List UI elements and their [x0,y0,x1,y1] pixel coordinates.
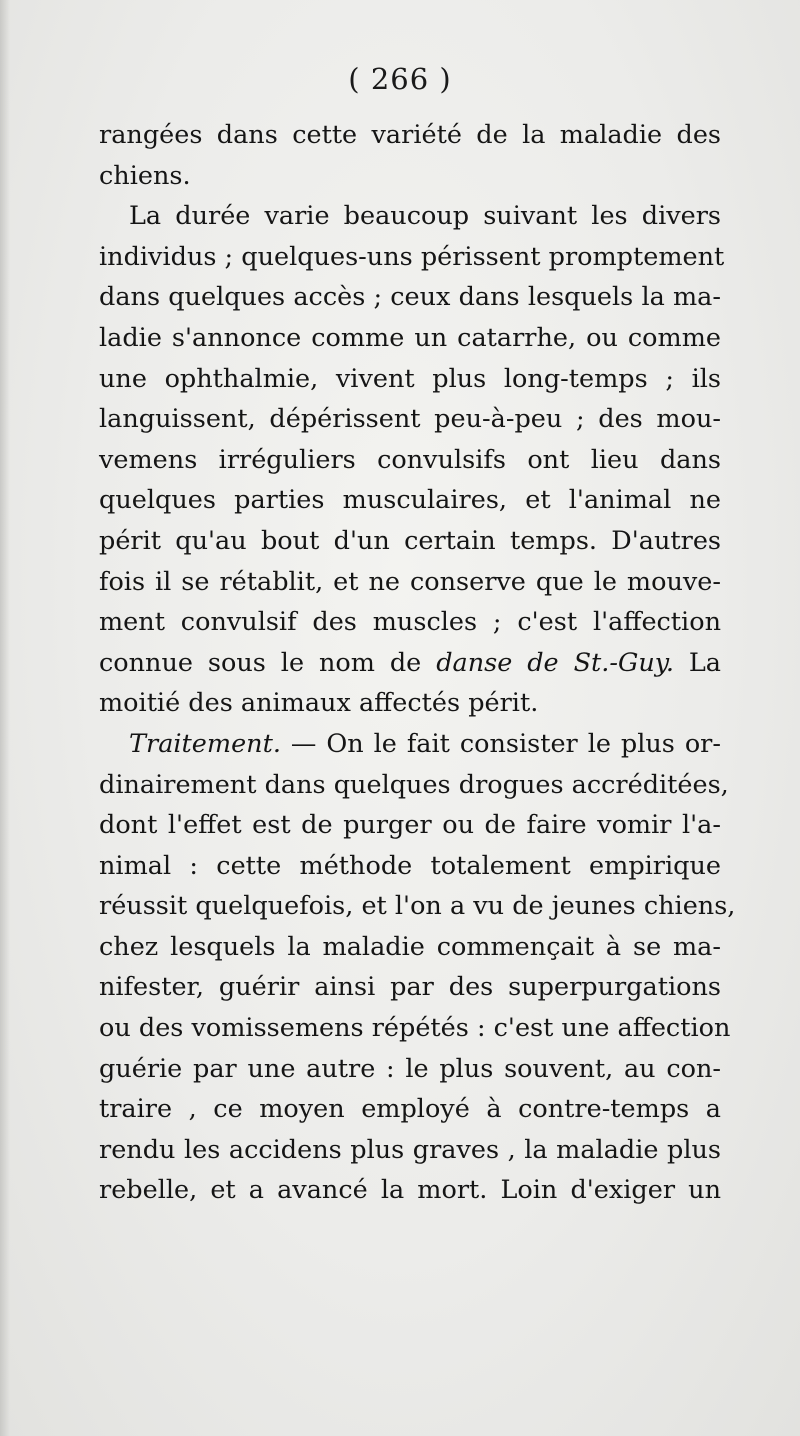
text-line: rebelle, et a avancé la mort. Loin d'exiger un [99,1175,721,1206]
paragraph-first-line: La durée varie beaucoup suivant les divers [129,201,721,232]
text-line: dinairement dans quelques drogues accréditées, [99,769,729,800]
body-text [99,115,736,1211]
text-fragment: — On le fait consister le plus or- [280,728,721,759]
text-line: périt qu'au bout d'un certain temps. D'autres [99,525,721,556]
text-line: nimal : cette méthode totalement empirique [99,850,721,881]
text-line-with-italic [99,643,721,684]
text-line: quelques parties musculaires, et l'animal ne [99,485,721,516]
text-line: traire , ce moyen employé à contre-temps a [99,1094,721,1125]
italic-title: danse de St.-Guy. [436,647,674,678]
text-line: réussit quelquefois, et l'on a vu de jeunes chiens, [99,891,736,922]
text-line: ou des vomissemens répétés : c'est une affection [99,1013,731,1044]
text-line: ment convulsif des muscles ; c'est l'affection [99,607,721,638]
text-line: chez lesquels la maladie commençait à se ma- [99,931,721,962]
text-line: rendu les accidens plus graves , la maladie plus [99,1134,721,1165]
text-line: moitié des animaux affectés périt. [99,688,539,719]
text-line: nifester, guérir ainsi par des superpurgations [99,972,721,1003]
section-heading-italic: Traitement. [129,728,281,759]
page-edge-shadow [0,0,10,1436]
text-line: rangées dans cette variété de la maladie des [99,120,721,150]
text-line: chiens. [99,160,191,191]
text-line: une ophthalmie, vivent plus long-temps ; ils [99,363,721,394]
text-line: vemens irréguliers convulsifs ont lieu dans [99,444,721,475]
text-line: individus ; quelques-uns périssent promptement [99,241,725,272]
paragraph-first-line [99,724,721,765]
text-line: guérie par une autre : le plus souvent, au con- [99,1053,721,1084]
text-line: dont l'effet est de purger ou de faire vomir l'a- [99,810,721,841]
text-line: ladie s'annonce comme un catarrhe, ou comme [99,322,721,353]
page-number: ( 266 ) [348,62,452,96]
text-line: languissent, dépérissent peu-à-peu ; des mou- [99,404,721,435]
text-fragment: La [673,647,721,678]
text-line: dans quelques accès ; ceux dans lesquels la ma- [99,282,721,313]
text-fragment: connue sous le nom de [99,647,437,678]
text-line: fois il se rétablit, et ne conserve que le mouve- [99,566,721,597]
